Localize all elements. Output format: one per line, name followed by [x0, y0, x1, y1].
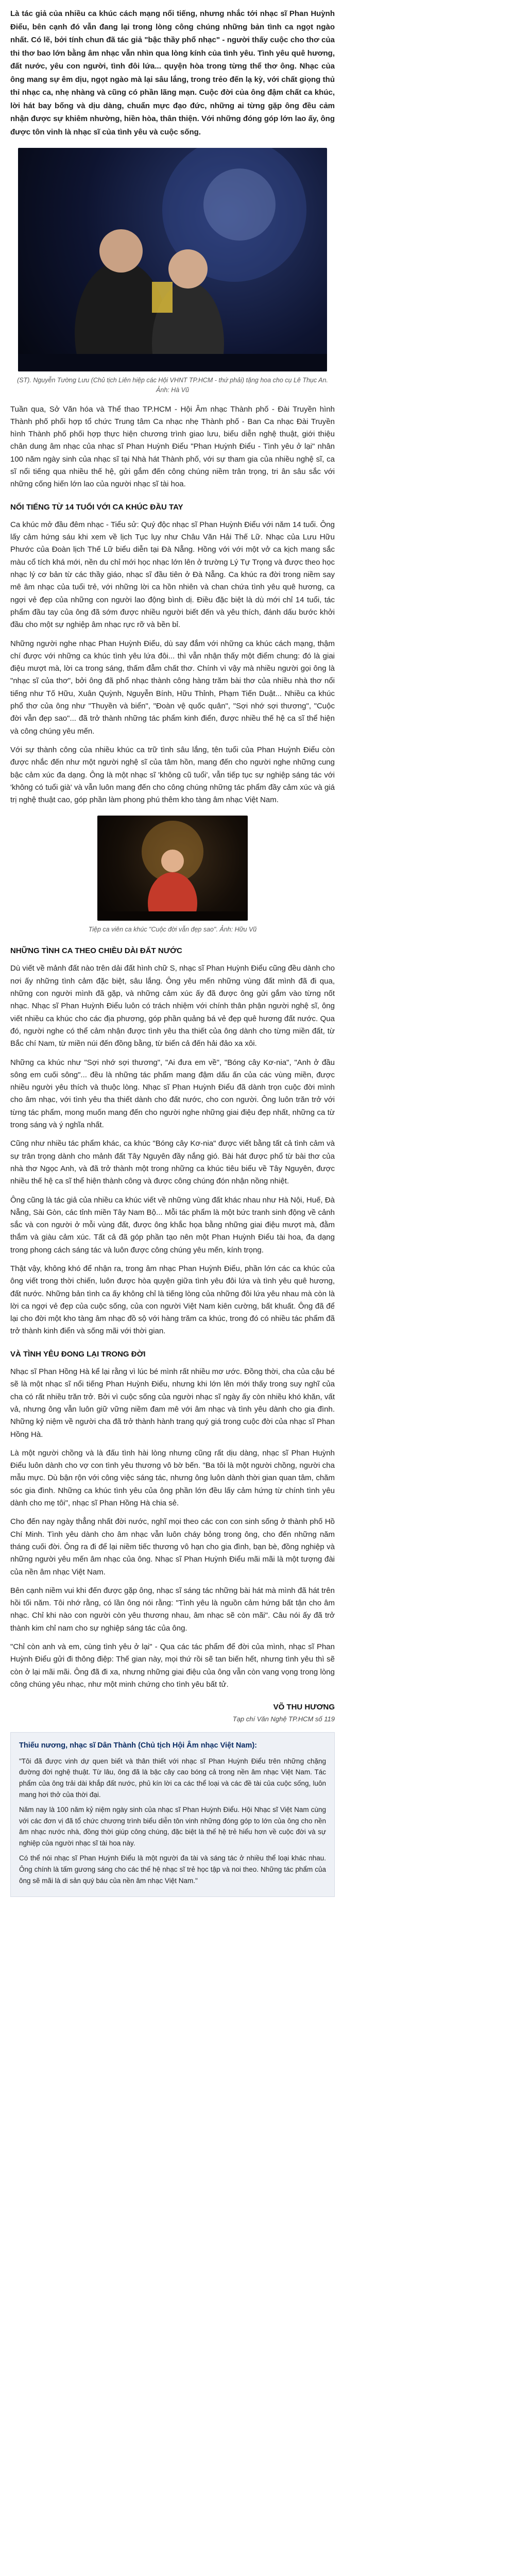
article — [10, 0, 335, 1897]
paragraph: Những ca khúc như "Sợi nhớ sợi thương", "Ai đưa em về", "Bóng cây Kơ-nia", "Anh ở đầu sông em cuối sông"... đều là những tác phẩm mang đậm dấu ấn của các vùng miền, được nhiều người yêu thích và thuộc lòng. Nhạc sĩ Phan Huỳnh Điểu đã dành trọn cuộc đời mình cho âm nhạc, với tình yêu tha thiết dành cho đất nước, cho con người. Ông luôn trăn trở với từng tác phẩm, mong muốn mang đến cho người nghe những giai điệu đẹp nhất, những ca từ trong sáng và ý nghĩa nhất. — [10, 1058, 335, 1130]
article-lead: Là tác giả của nhiều ca khúc cách mạng nổi tiếng, nhưng nhắc tới nhạc sĩ Phan Huỳnh Điểu, bên cạnh đó vẫn đang lại trong lòng công chúng những bản tình ca ngọt ngào nhất. Có lẽ, bởi tính chun đã tác giả "bậc thầy phổ nhạc" - người thấy cuộc cho thơ của thi thơ bao lớn bằng âm nhạc vẫn nhìn qua lòng kính của tình yêu. Tình yêu quê hương, đất nước, yêu con người, tình đôi lứa... quyện hòa trong từng thể thơ ông. Nhạc của ông mang sự êm dịu, ngọt ngào mà lại sâu lắng, trong trẻo đến lạ kỳ, với chất giọng thủ thỉ nhạc ca, nhẹ nhàng và cũng có phần lãng mạn. Cuộc đời của ông đậm chất ca khúc, lời hát bay bổng và dịu dàng, chuẩn mực đạo đức, những ai từng gặp ông đều cảm nhận được sự khiêm nhường, hiền hòa, thân thiện. Với những đóng góp lớn lao ấy, ông được tôn vinh là nhạc sĩ của tình yêu và cuộc sống. — [10, 9, 335, 137]
section-heading: NHỮNG TÌNH CA THEO CHIỀU DÀI ĐẤT NƯỚC — [10, 946, 182, 956]
paragraph: "Chỉ còn anh và em, cùng tình yêu ở lại" - Qua các tác phẩm để đời của mình, nhạc sĩ Phan Huỳnh Điểu gửi đi thông điệp: Thế gian này, mọi thứ rồi sẽ tan biến hết, nhưng tình yêu thì sẽ còn ở lại mãi mãi. Ông đã đi xa, nhưng những giai điệu của ông vẫn còn vang vọng trong lòng công chúng yêu nhạc, như một minh chứng cho tình yêu bất tử. — [10, 1642, 335, 1689]
stage-photo-illustration — [18, 148, 327, 371]
paragraph: Những người nghe nhạc Phan Huỳnh Điểu, dù say đắm với những ca khúc cách mạng, thậm chí được với những ca khúc tình yêu lứa đôi... thì vẫn nhận thấy một điểm chung: đó là giai điệu mượt mà, lời ca trong sáng, thấm đẫm chất thơ. Chính vì vậy mà nhiều người gọi ông là "nhạc sĩ của thơ", bởi ông đã phổ nhạc thành công hàng trăm bài thơ của nhiều nhà thơ nổi tiếng như Tố Hữu, Xuân Quỳnh, Nguyễn Bính, Hữu Thỉnh, Phạm Tiến Duật... Nhiều ca khúc phổ thơ của ông như "Thuyền và biển", "Đoàn vệ quốc quân", "Sợi nhớ sợi thương", "Cuộc đời vẫn đẹp sao"... đã trở thành những tác phẩm kinh điển, được nhiều thế hệ ca sĩ thể hiện và công chúng yêu mến. — [10, 639, 335, 736]
singer-photo-illustration — [97, 816, 248, 921]
paragraph: Với sự thành công của nhiều khúc ca trữ tình sâu lắng, tên tuổi của Phan Huỳnh Điểu còn được nhắc đến như một người nghệ sĩ của tâm hồn, mang đến cho người nghe những cung bậc cảm xúc đa dạng. Ông là một nhạc sĩ 'không cũ tuổi', vẫn tiếp tục sự nghiệp sáng tác với 'không có tuổi già' và vẫn luôn mang đến cho công chúng những tác phẩm đầy cảm xúc và giá trị nghệ thuật cao, góp phần làm phong phú thêm kho tàng âm nhạc Việt Nam. — [10, 745, 335, 805]
singer-photo — [97, 816, 248, 921]
section-heading: NỐI TIẾNG TỪ 14 TUỔI VỚI CA KHÚC ĐẦU TAY — [10, 502, 183, 512]
paragraph: Ông cũng là tác giả của nhiều ca khúc viết về những vùng đất khác nhau như Hà Nội, Huế, Đà Nẵng, Sài Gòn, các tỉnh miền Tây Nam Bộ... Mỗi tác phẩm là một bức tranh sinh động về cảnh sắc và con người ở mỗi vùng đất, được ông khắc họa bằng những giai điệu mượt mà, đằm thắm và giàu cảm xúc. Tất cả đã góp phần tạo nên một Phan Huỳnh Điểu tài hoa, đa dạng trong phong cách sáng tác và luôn được công chúng yêu mến, kính trọng. — [10, 1195, 335, 1255]
figure-2-caption: Tiệp ca viên ca khúc "Cuộc đời vẫn đẹp sao". Ảnh: Hữu Vũ — [88, 926, 257, 934]
paragraph: Tuần qua, Sở Văn hóa và Thể thao TP.HCM - Hội Âm nhạc Thành phố - Đài Truyền hình Thành phố phối hợp tổ chức Trung tâm Ca nhạc nhẹ Thành phố - Ban Ca nhạc Đài Truyền hình Thành phố phối hợp thực hiện chương trình giao lưu, biểu diễn nghệ thuật, giới thiệu chân dung âm nhạc của nhạc sĩ Phan Huỳnh Điểu "Phan Huỳnh Điểu - Tình yêu ở lại" nhân 100 năm ngày sinh của nhạc sĩ tại Nhà hát Thành phố, với sự tham gia của nhiều nghệ sĩ, ca sĩ nổi tiếng qua nhiều thế hệ, gửi gắm đến công chúng niềm trân trọng, tri ân sâu sắc với những cống hiến lớn lao của người nhạc sĩ tài hoa. — [10, 404, 335, 489]
author-block — [10, 1701, 335, 1724]
section-heading: VÀ TÌNH YÊU ĐONG LẠI TRONG ĐỜI — [10, 1349, 146, 1359]
paragraph: Là một người chồng và là đấu tình hài lòng nhưng cũng rất dịu dàng, nhạc sĩ Phan Huỳnh Điểu luôn dành cho vợ con tình yêu thương vô bờ bến. "Ba tôi là một người chồng, người cha mẫu mực. Dù bận rộn với công việc sáng tác, nhưng ông luôn dành thời gian quan tâm, chăm sóc gia đình. Những ca khúc tình yêu của ông phần lớn đều lấy cảm hứng từ chính tình yêu dành cho mẹ tôi", nhạc sĩ Phan Hồng Hà chia sẻ. — [10, 1448, 335, 1508]
infobox-paragraph: "Tôi đã được vinh dự quen biết và thân thiết với nhạc sĩ Phan Huỳnh Điểu trên những chặng đường đời nghệ thuật. Từ lâu, ông đã là bậc cây cao bóng cả trong nền âm nhạc Việt Nam. Tác phẩm của ông trải dài khắp đất nước, phủ kín lời ca các thể loại và các đề tài của cuộc sống, luôn mang hơi thở của thời đại. — [19, 1757, 326, 1799]
figure-2 — [10, 816, 335, 935]
event-photo — [18, 148, 327, 371]
infobox-paragraph: Năm nay là 100 năm kỷ niệm ngày sinh của nhạc sĩ Phan Huỳnh Điểu. Hội Nhạc sĩ Việt Nam cùng với các đơn vị đã tổ chức chương trình biểu diễn tôn vinh những đóng góp to lớn của ông cho nền âm nhạc nước nhà, đồng thời giúp công chúng, đặc biệt là thế hệ trẻ hiểu hơn về cuộc đời và sự nghiệp của người nhạc sĩ tài hoa này. — [19, 1806, 326, 1847]
figure-1 — [10, 148, 335, 395]
infobox-paragraph: Có thể nói nhạc sĩ Phan Huỳnh Điểu là một người đa tài và sáng tác ở nhiều thể loại khác nhau. Ông chính là tấm gương sáng cho các thế hệ nhạc sĩ trẻ học tập và noi theo. Những tác phẩm của ông sẽ mãi là di sản quý báu của nền âm nhạc Việt Nam." — [19, 1854, 326, 1885]
paragraph: Thật vậy, không khó để nhận ra, trong âm nhạc Phan Huỳnh Điểu, phần lớn các ca khúc của ông viết trong thời chiến, luôn được hòa quyện giữa tình yêu đôi lứa và tình yêu quê hương, đất nước. Những bản tình ca ấy không chỉ là tiếng lòng của những đôi lứa yêu nhau mà còn là lời ca ngợi vẻ đẹp của cuộc sống, của con người Việt Nam kiên cường, bất khuất. Ông đã để lại cho đời một kho tàng âm nhạc đồ sộ với hàng trăm ca khúc, trong đó có nhiều tác phẩm đã trở thành kinh điển và sống mãi với thời gian. — [10, 1264, 335, 1336]
author-source: Tạp chí Văn Nghệ TP.HCM số 119 — [232, 1715, 335, 1723]
figure-1-caption: (ST). Nguyễn Tường Lưu (Chủ tịch Liên hiệp các Hội VHNT TP.HCM - thứ phải) tặng hoa cho cụ Lê Thục An. Ảnh: Hà Vũ — [17, 377, 328, 394]
paragraph: Ca khúc mở đầu đêm nhạc - Tiểu sử: Quý độc nhạc sĩ Phan Huỳnh Điểu với năm 14 tuổi. Ông lấy cảm hứng sáu khi xem về lịch Tục lụy như Châu Văn Hải Thế Lữ. Nhạc của Lưu Hữu Phước của Đoàn lịch Thế Lữ biểu diễn tại Đà Nẵng. Hồng với với một vở ca kịch mang sắc màu cổ tích khá mới, nền du chỉ mới học nhạc lớn lên ở trường Lý Tự Trọng và được theo học nhạc lý cơ bản từ các thầy giáo, nhạc sĩ đầu tiên ở Đà Nẵng. Ca khúc ra đời trong niềm say mê âm nhạc của tuổi trẻ, với những lời ca hồn nhiên và chan chứa tình yêu quê hương, ca ngợi vẻ đẹp của những con người lao động bình dị. Điều đặc biệt là dù mới chỉ 14 tuổi, tác phẩm đầu tay của ông đã sớm được nhiều người biết đến và yêu thích, đánh dấu bước khởi đầu cho một sự nghiệp âm nhạc rực rỡ và bền bỉ. — [10, 520, 335, 630]
quote-infobox — [10, 1732, 335, 1897]
paragraph: Bên cạnh niềm vui khi đến được gặp ông, nhạc sĩ sáng tác những bài hát mà mình đã hát trên hồi tối năm. Tôi nhớ rằng, có lần ông nói rằng: "Tình yêu là nguồn cảm hứng bất tận cho âm nhạc. Chỉ khi nào con người còn yêu thương nhau, âm nhạc sẽ còn mãi". Câu nói ấy đã trở thành kim chỉ nam cho sự nghiệp sáng tác của ông. — [10, 1586, 335, 1633]
paragraph: Dù viết về mảnh đất nào trên dải đất hình chữ S, nhạc sĩ Phan Huỳnh Điểu cũng đều dành cho nơi ấy những tình cảm đặc biệt, sâu lắng. Ông yêu mến những vùng đất mình đã đi qua, những con người mình đã gặp, và những cảm xúc ấy đã được ông gửi gắm vào từng nốt nhạc. Nhạc sĩ Phan Huỳnh Điểu luôn có trách nhiệm với chính thân phận người nghệ sĩ, ông viết nhiều ca khúc cho các địa phương, góp phần quảng bá vẻ đẹp quê hương đất nước. Qua đó, người nghe có thể cảm nhận được tình yêu tha thiết của ông dành cho từng miền đất, từ Bắc chí Nam, từ miền núi đến đồng bằng, từ biển cả đến hải đảo xa xôi. — [10, 964, 335, 1048]
author-name: VÕ THU HƯƠNG — [273, 1703, 335, 1712]
infobox-title: Thiếu nương, nhạc sĩ Dân Thành (Chủ tịch Hội Âm nhạc Việt Nam): — [19, 1741, 258, 1750]
paragraph: Cũng như nhiều tác phẩm khác, ca khúc "Bóng cây Kơ-nia" được viết bằng tất cả tình cảm và sự trân trọng dành cho mảnh đất Tây Nguyên đầy nắng gió. Bài hát được phổ từ bài thơ của nhà thơ Ngọc Anh, và đã trở thành một trong những ca khúc tiêu biểu về Tây Nguyên, được nhiều thế hệ ca sĩ thể hiện thành công và được công chúng đón nhận nồng nhiệt. — [10, 1139, 335, 1186]
paragraph: Cho đến nay ngày thẳng nhất đời nước, nghĩ mọi theo các con con sinh sống ở thành phố Hồ Chí Minh. Tình yêu dành cho âm nhạc vẫn luôn cháy bỏng trong ông, cho đến những năm tháng cuối đời. Ông ra đi để lại niềm tiếc thương vô hạn cho gia đình, bạn bè, đồng nghiệp và những người yêu mến âm nhạc của ông. Nhạc sĩ Phan Huỳnh Điểu mãi mãi là một tượng đài của nền âm nhạc Việt Nam. — [10, 1517, 335, 1577]
paragraph: Nhạc sĩ Phan Hồng Hà kể lại rằng vì lúc bé mình rất nhiều mơ ước. Đồng thời, cha của cậu bé sẽ là một nhạc sĩ nổi tiếng Phan Huỳnh Điểu, nhưng khi lớn lên mới thấy trong suy nghĩ của cha có rất nhiều trăn trở. Bởi vì cuộc sống của người nhạc sĩ ngày ấy còn nhiều khó khăn, vất vả, nhưng ông vẫn luôn giữ vững niềm đam mê với âm nhạc và tình yêu dành cho gia đình. Những kỷ niệm về người cha đã trở thành hành trang quý giá trong cuộc đời của nhạc sĩ Phan Hồng Hà. — [10, 1367, 335, 1439]
